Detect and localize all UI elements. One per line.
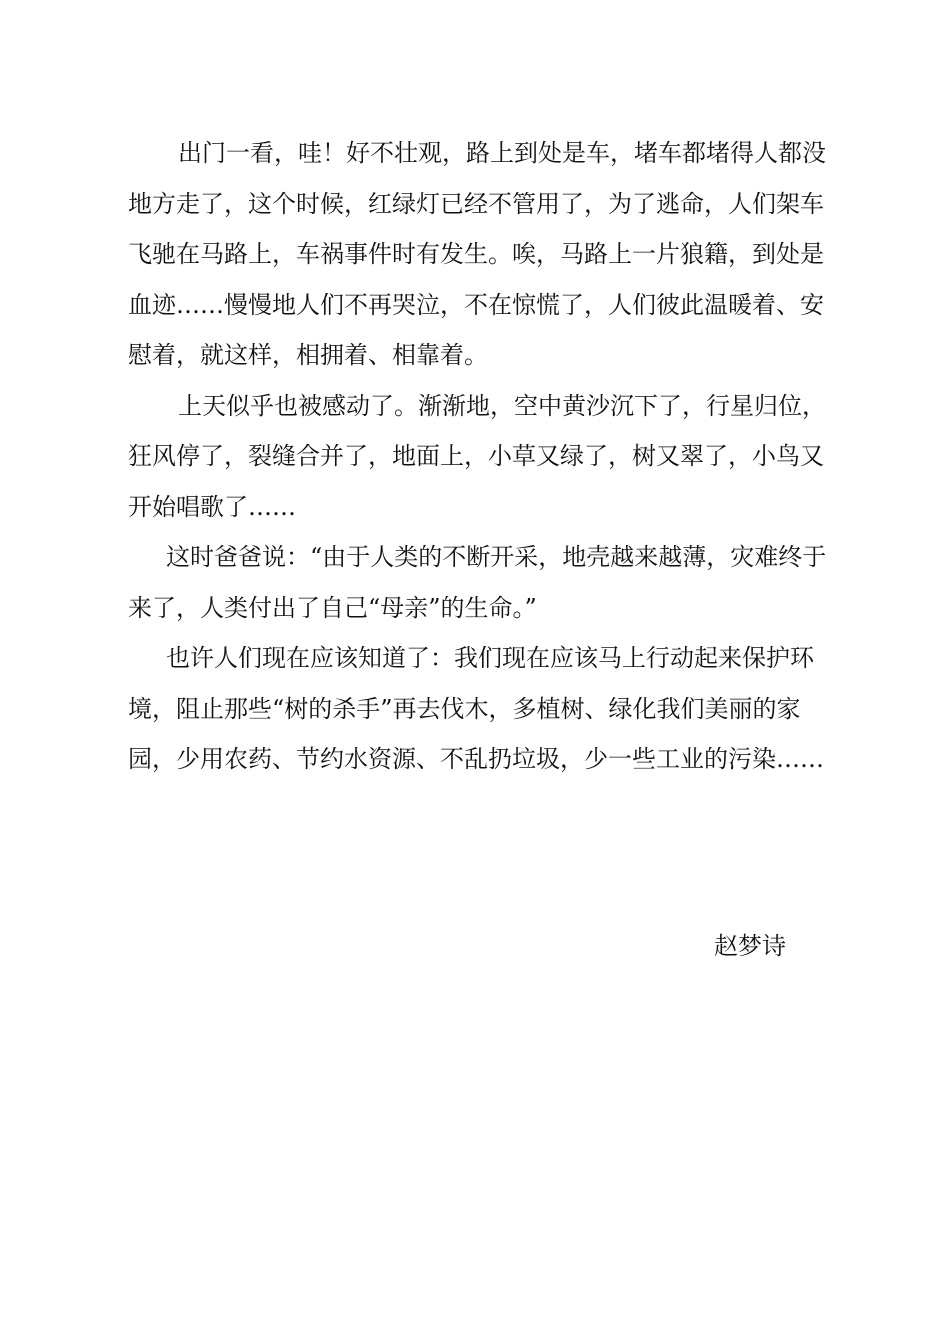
paragraph-4: 也许人们现在应该知道了：我们现在应该马上行动起来保护环境，阻止那些“树的杀手”再去伐木，多植树、绿化我们美丽的家园，少用农药、节约水资源、不乱扔垃圾，少一些工业的污染…… — [128, 644, 824, 773]
author-signature: 赵梦诗 — [714, 932, 786, 960]
paragraph-3: 这时爸爸说：“由于人类的不断开采，地壳越来越薄，灾难终于来了，人类付出了自己“母亲”的生命。” — [128, 543, 827, 622]
document-body — [128, 128, 834, 785]
paragraph-1: 出门一看，哇！好不壮观，路上到处是车，堵车都堵得人都没地方走了，这个时候，红绿灯已经不管用了，为了逃命，人们架车飞驰在马路上，车祸事件时有发生。唉，马路上一片狼籍，到处是血迹……慢慢地人们不再哭泣，不在惊慌了，人们彼此温暖着、安慰着，就这样，相拥着、相靠着。 — [128, 139, 826, 369]
paragraph-2: 上天似乎也被感动了。渐渐地，空中黄沙沉下了，行星归位，狂风停了，裂缝合并了，地面上，小草又绿了，树又翠了，小鸟又开始唱歌了…… — [128, 391, 826, 521]
